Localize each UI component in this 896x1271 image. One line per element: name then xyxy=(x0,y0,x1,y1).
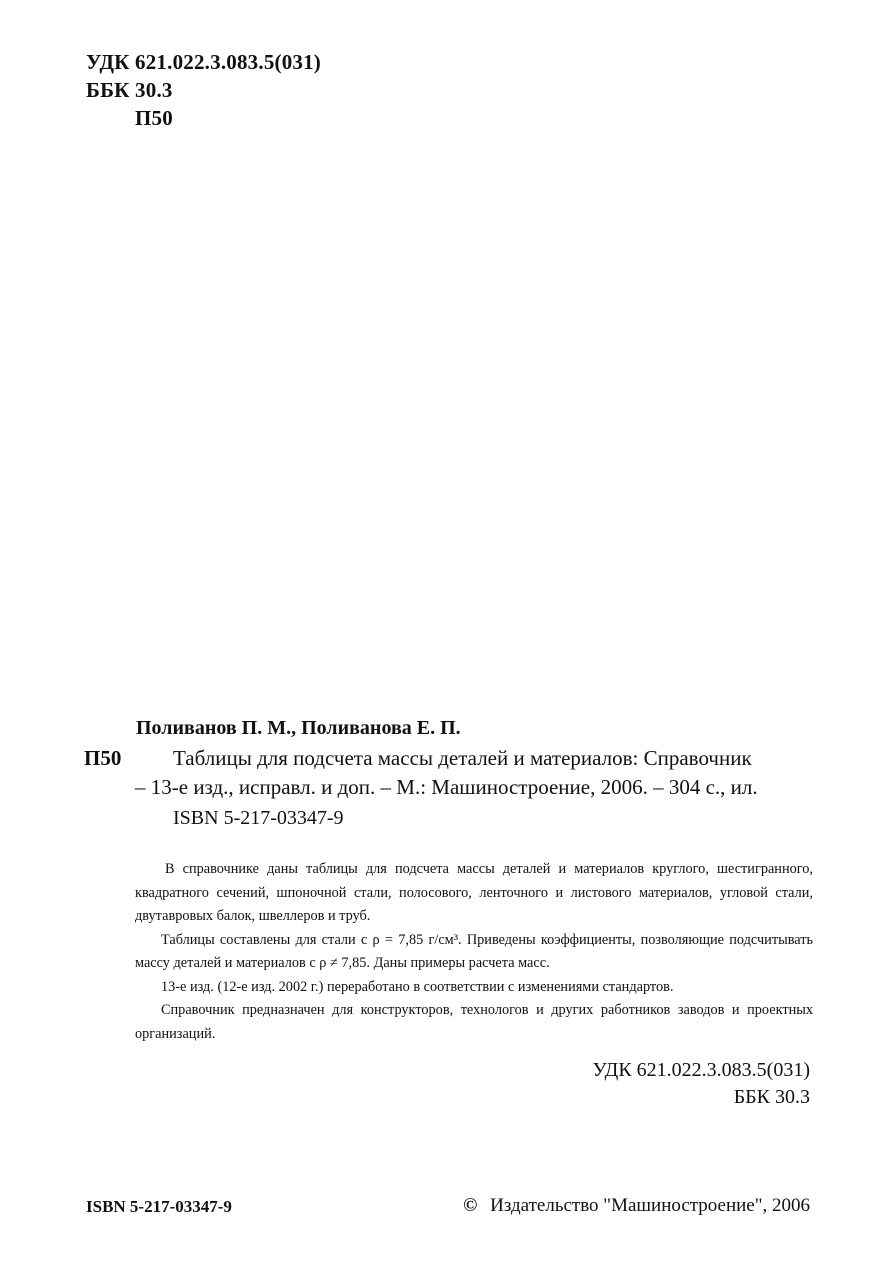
abstract xyxy=(135,858,813,1046)
card-isbn: ISBN 5-217-03347-9 xyxy=(173,807,344,829)
card-author-mark: П50 xyxy=(84,746,122,770)
top-bbk: ББК 30.3 xyxy=(86,78,173,102)
top-udk: УДК 621.022.3.083.5(031) xyxy=(86,50,322,74)
bottom-udk: УДК 621.022.3.083.5(031) xyxy=(592,1059,810,1081)
footer-isbn: ISBN 5-217-03347-9 xyxy=(86,1197,232,1216)
abstract-paragraph-1: В справочнике даны таблицы для подсчета массы деталей и материалов круглого, шестигранного, квадратного сечений, шпоночной стали, полосового, ленточного и листового материалов, угловой стали, двутавровых балок, швеллеров и труб. xyxy=(135,861,813,924)
bottom-bbk: ББК 30.3 xyxy=(733,1086,810,1108)
abstract-paragraph-2: Таблицы составлены для стали с ρ = 7,85 г/см³. Приведены коэффициенты, позволяющие подсчитывать массу деталей и материалов с ρ ≠ 7,85. Даны примеры расчета масс. xyxy=(135,931,813,971)
copyright-notice xyxy=(463,1195,810,1217)
top-author-mark: П50 xyxy=(135,106,173,130)
abstract-paragraph-3: 13-е изд. (12-е изд. 2002 г.) переработано в соответствии с изменениями стандартов. xyxy=(161,978,674,995)
book-title-line-2: – 13-е изд., исправл. и доп. – М.: Машиностроение, 2006. – 304 с., ил. xyxy=(135,775,758,799)
copyright-symbol: © xyxy=(463,1195,478,1216)
abstract-paragraph-4: Справочник предназначен для конструкторов, технологов и других работников заводов и проектных организаций. xyxy=(135,1002,813,1042)
book-title-line-1: Таблицы для подсчета массы деталей и материалов: Справочник xyxy=(173,746,752,770)
authors: Поливанов П. М., Поливанова Е. П. xyxy=(136,717,461,739)
copyright-text: Издательство "Машиностроение", 2006 xyxy=(490,1195,810,1216)
